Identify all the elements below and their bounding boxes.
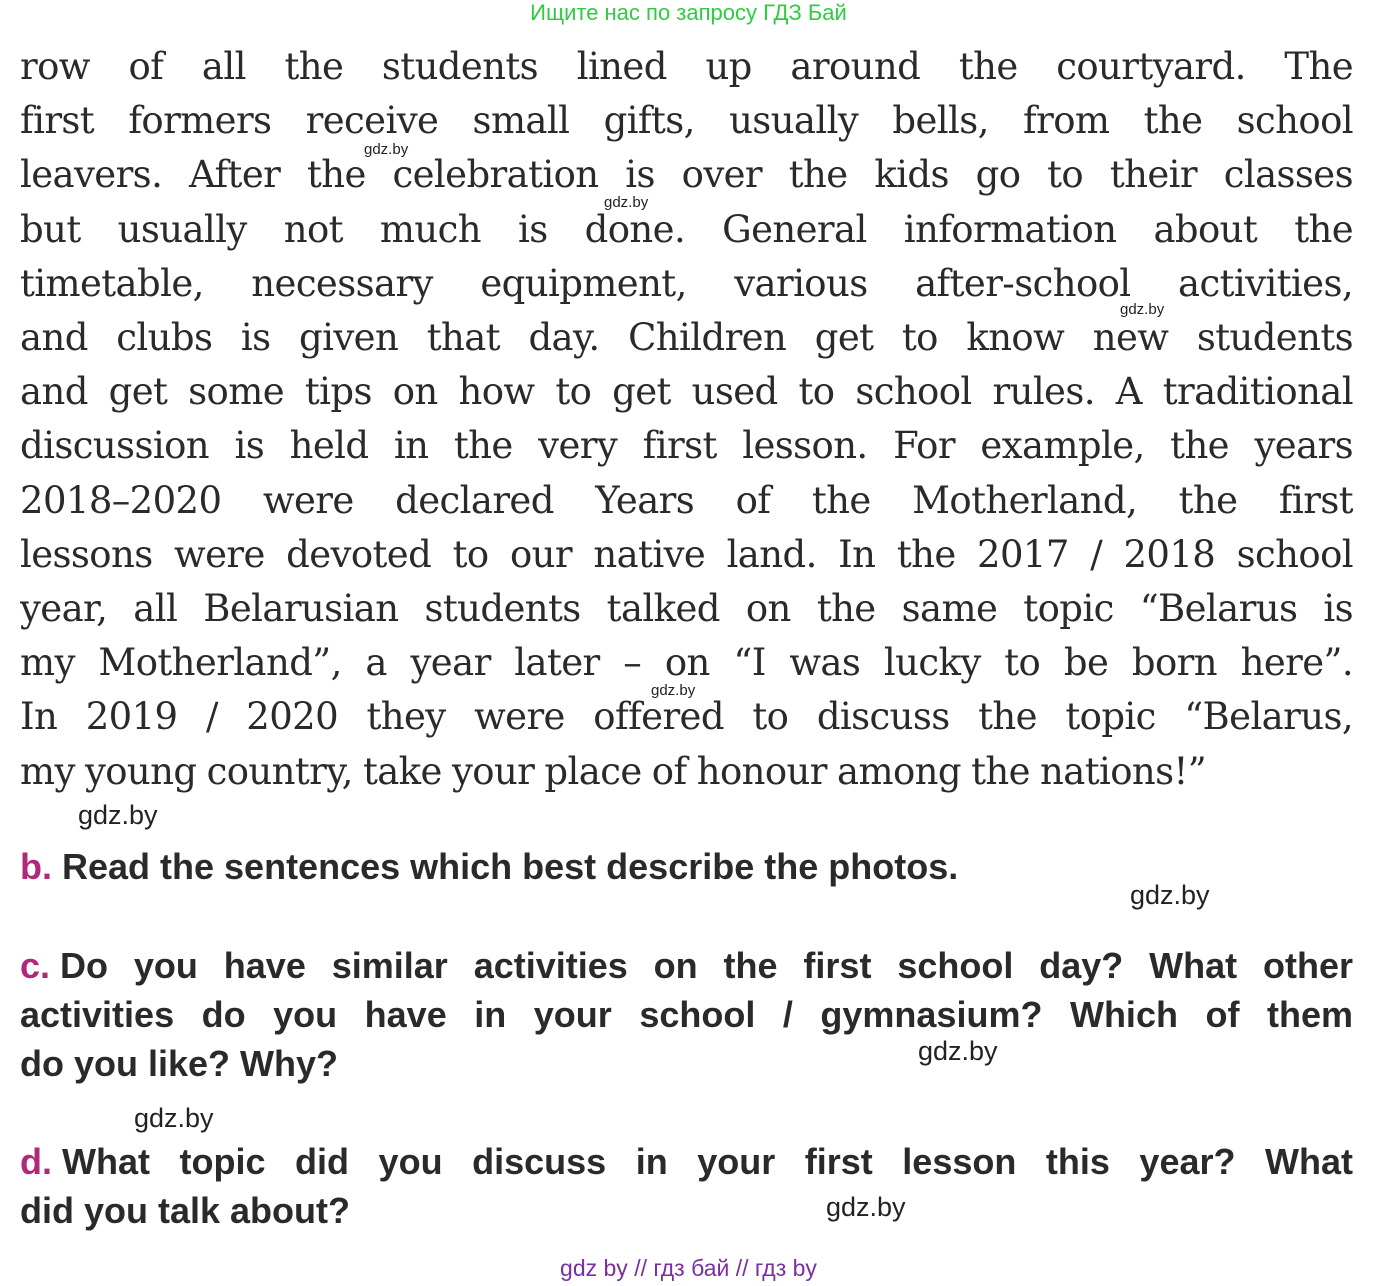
task-text: did you talk about? [20, 1190, 350, 1231]
passage-line: leavers. After the celebration is over the kids go to their classes [20, 153, 1353, 197]
task-c [20, 941, 1353, 1088]
watermark: gdz.by [918, 1036, 998, 1066]
watermark: gdz.by [134, 1103, 214, 1133]
passage-line: row of all the students lined up around the courtyard. The [20, 45, 1353, 88]
passage-line: and clubs is given that day. Children get to know new students [20, 316, 1353, 360]
watermark: gdz.by [1120, 301, 1165, 318]
passage-line: year, all Belarusian students talked on the same topic “Belarus is [20, 587, 1353, 631]
task-text: activities do you have in your school / gymnasium? Which of them [20, 994, 1353, 1035]
watermark: gdz.by [651, 682, 696, 699]
task-letter: b. [20, 846, 52, 887]
task-text: What topic did you discuss in your first lesson this year? What [62, 1141, 1353, 1182]
task-text: Read the sentences which best describe the photos. [62, 846, 959, 887]
site-banner: Ищите нас по запросу ГДЗ Бай [530, 0, 847, 25]
task-text: do you like? Why? [20, 1043, 339, 1084]
passage-line: first formers receive small gifts, usually bells, from the school [20, 99, 1353, 143]
passage-line: and get some tips on how to get used to school rules. A traditional [20, 370, 1353, 414]
watermark: gdz.by [1130, 880, 1210, 910]
site-footer: gdz by // гдз бай // гдз by [560, 1255, 817, 1281]
task-d [20, 1137, 1353, 1235]
watermark: gdz.by [604, 194, 649, 211]
task-letter: c. [20, 945, 51, 986]
passage-line: timetable, necessary equipment, various after-school activities, [20, 261, 1353, 305]
passage-line: In 2019 / 2020 they were offered to discuss the topic “Belarus, [20, 695, 1353, 739]
watermark: gdz.by [826, 1192, 906, 1222]
passage-line: lessons were devoted to our native land. In the 2017 / 2018 school [20, 532, 1353, 576]
passage-line: but usually not much is done. General information about the [20, 207, 1353, 251]
passage-line: discussion is held in the very first lesson. For example, the years [20, 424, 1353, 468]
passage-line: 2018–2020 were declared Years of the Motherland, the first [20, 478, 1353, 522]
task-text: Do you have similar activities on the first school day? What other [60, 945, 1353, 986]
passage-line: my young country, take your place of honour among the nations!” [20, 749, 1207, 793]
watermark: gdz.by [364, 141, 409, 158]
watermark: gdz.by [78, 800, 158, 830]
passage-line: my Motherland”, a year later – on “I was lucky to be born here”. [20, 641, 1353, 685]
task-letter: d. [20, 1141, 52, 1182]
